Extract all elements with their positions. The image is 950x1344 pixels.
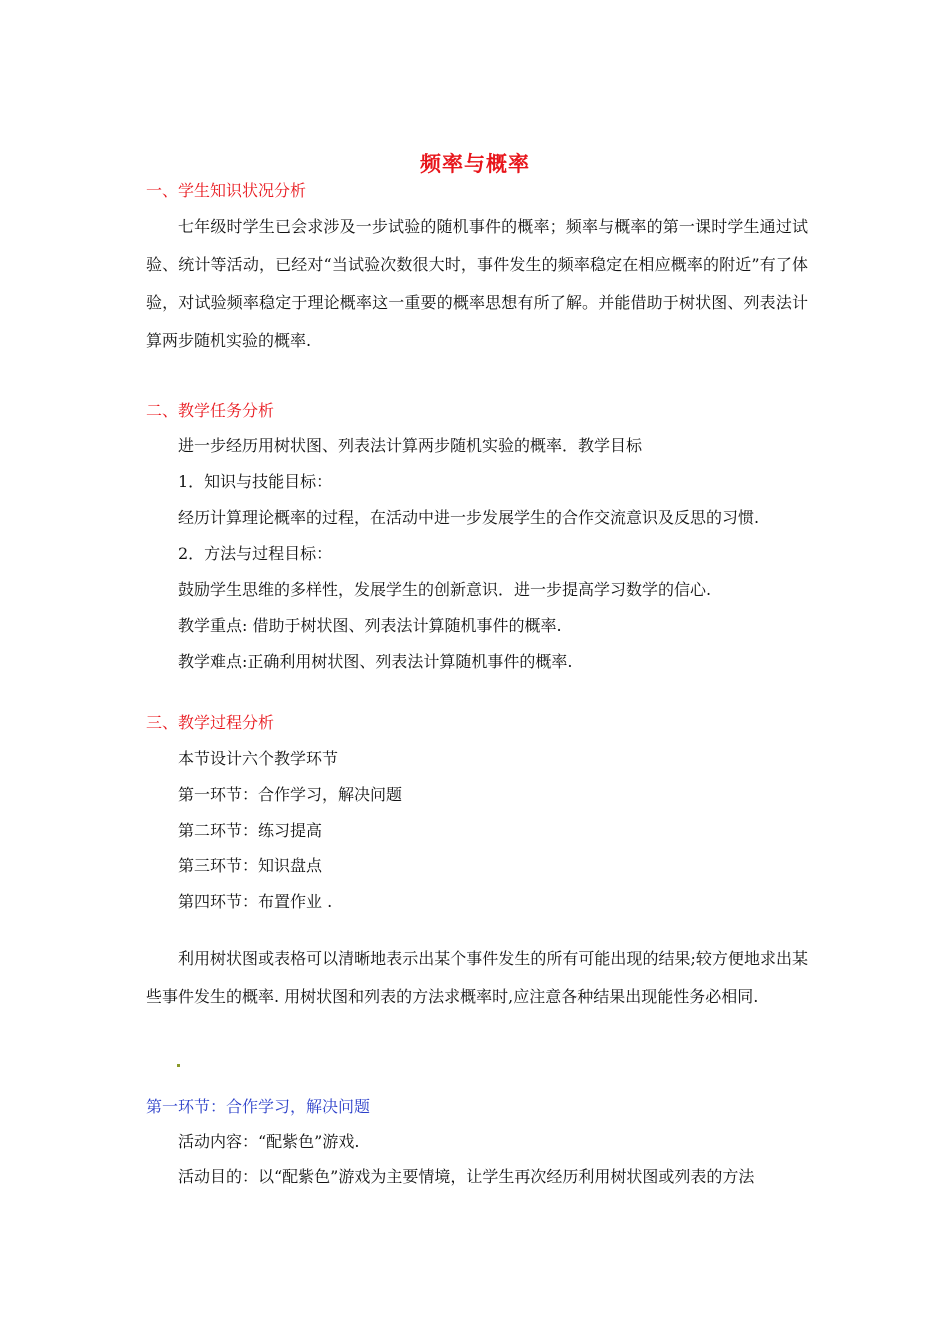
stage-one-line-1: 活动内容：“配紫色”游戏. xyxy=(178,1132,360,1151)
process-line-1: 本节设计六个教学环节 xyxy=(178,749,339,768)
section-heading-student-knowledge: 一、学生知识状况分析 xyxy=(146,181,307,200)
section-heading-teaching-process: 三、教学过程分析 xyxy=(146,713,275,732)
task-line-6: 教学重点: 借助于树状图、列表法计算随机事件的概率. xyxy=(178,616,562,635)
section-heading-stage-one: 第一环节：合作学习，解决问题 xyxy=(146,1097,371,1116)
task-line-7: 教学难点:正确利用树状图、列表法计算随机事件的概率. xyxy=(178,652,573,671)
task-line-5: 鼓励学生思维的多样性，发展学生的创新意识．进一步提高学习数学的信心. xyxy=(178,580,712,599)
stage-one-line-2: 活动目的：以“配紫色”游戏为主要情境，让学生再次经历利用树状图或列表的方法 xyxy=(178,1167,755,1186)
section-heading-teaching-task: 二、教学任务分析 xyxy=(146,401,275,420)
task-line-4: 2．方法与过程目标： xyxy=(178,544,333,563)
document-title: 频率与概率 xyxy=(420,151,530,176)
process-line-4: 第三环节：知识盘点 xyxy=(178,856,323,875)
task-line-1: 进一步经历用树状图、列表法计算两步随机实验的概率．教学目标 xyxy=(178,436,643,455)
section-paragraph-student-knowledge: 七年级时学生已会求涉及一步试验的随机事件的概率；频率与概率的第一课时学生通过试验、统计等活动，已经对“当试验次数很大时，事件发生的频率稳定在相应概率的附近”有了体验，对试验频率稳定于理论概率这一重要的概率思想有所了解。并能借助于树状图、列表法计算两步随机实验的概率. xyxy=(146,217,808,350)
task-line-3: 经历计算理论概率的过程，在活动中进一步发展学生的合作交流意识及反思的习惯. xyxy=(178,508,760,527)
process-summary-paragraph: 利用树状图或表格可以清晰地表示出某个事件发生的所有可能出现的结果;较方便地求出某些事件发生的概率. 用树状图和列表的方法求概率时,应注意各种结果出现能性务必相同. xyxy=(146,949,808,1006)
process-line-3: 第二环节：练习提高 xyxy=(178,821,323,840)
process-line-2: 第一环节：合作学习，解决问题 xyxy=(178,785,403,804)
task-line-2: 1．知识与技能目标： xyxy=(178,472,333,491)
stray-mark xyxy=(177,1064,180,1067)
process-line-5: 第四环节：布置作业 . xyxy=(178,892,333,911)
